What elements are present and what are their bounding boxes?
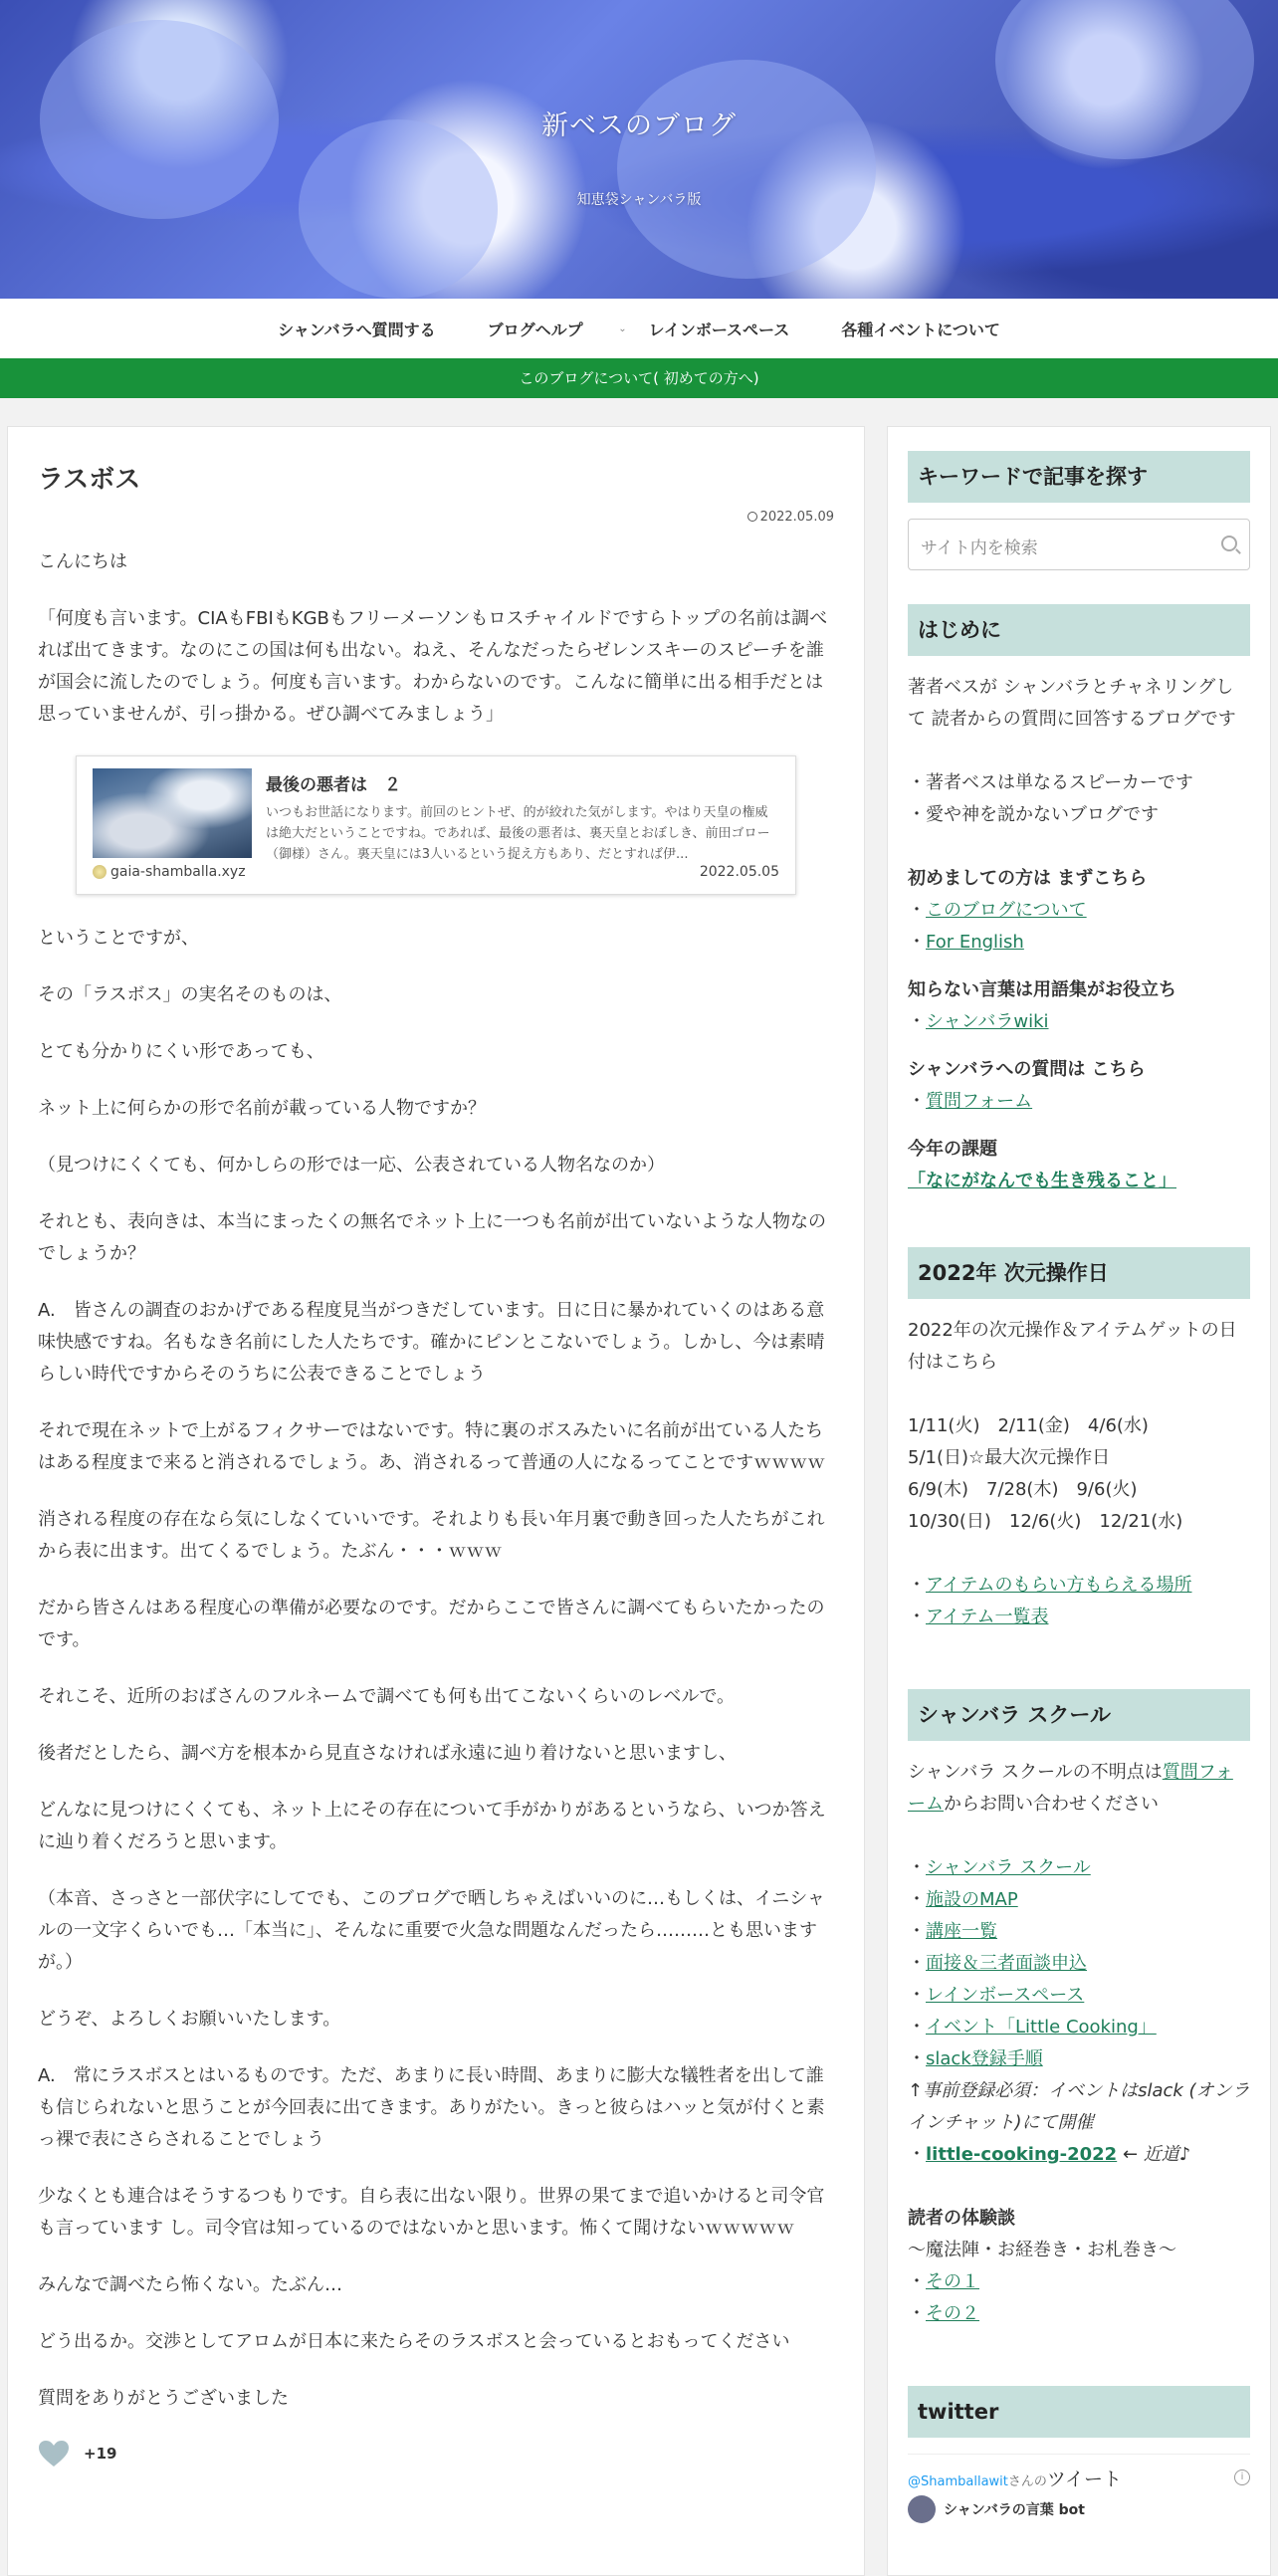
main-nav xyxy=(0,299,1278,358)
paragraph: （見つけにくくても、何かしらの形では一応、公表されている人物名なのか） xyxy=(38,1155,665,1176)
school-link[interactable]: 施設のMAP xyxy=(926,1889,1018,1910)
paragraph: どうぞ、よろしくお願いいたします。 xyxy=(38,2009,341,2030)
paragraph: それで現在ネットで上がるフィクサーではないです。特に裏のボスみたいに名前が出ている人たちはある程度まで来ると消されるでしょう。あ、消されるって普通の人になるってことですｗｗｗｗ xyxy=(38,1420,826,1473)
search-placeholder: サイト内を検索 xyxy=(921,538,1038,558)
header-banner xyxy=(0,0,1278,299)
article xyxy=(7,426,865,2576)
english-link[interactable]: For English xyxy=(926,932,1024,953)
school-link[interactable]: レインボースペース xyxy=(926,1985,1085,2006)
like-area xyxy=(38,2440,834,2468)
widget-heading-twitter: twitter xyxy=(908,2386,1250,2438)
school-link-row: ・slack登録手順 xyxy=(908,2048,1043,2069)
experience-text: 〜魔法陣・お経巻き・お札巻き〜 xyxy=(908,2240,1176,2260)
flower-decoration xyxy=(299,119,498,299)
card-site xyxy=(93,864,246,880)
paragraph: だから皆さんはある程度心の準備が必要なのです。だからここで皆さんに調べてもらいたかったのです。 xyxy=(38,1598,825,1650)
intro-bullet: ・愛や神を説かないブログです xyxy=(908,804,1159,825)
school-extra-after: ← 近道♪ xyxy=(1122,2144,1191,2165)
paragraph: ということですが、 xyxy=(38,928,199,949)
theme-link[interactable]: 「なにがなんでも生き残ること」 xyxy=(908,1171,1176,1191)
paragraph: A. 皆さんの調査のおかげである程度見当がつきだしています。日に日に暴かれていくのはある意味快感ですね。名もなき名前にした人たちです。確かにピンとこないでしょう。しかし、今は素晴らしい時代ですからそのうちに公表できることでしょう xyxy=(38,1300,825,1385)
twitter-title: ツイート xyxy=(1046,2468,1122,2490)
school-link[interactable]: 面接＆三者面談申込 xyxy=(926,1953,1087,1974)
school-question-link[interactable]: 質問フォーム xyxy=(908,1762,1233,1815)
twitter-embed xyxy=(908,2454,1250,2524)
school-link[interactable]: slack登録手順 xyxy=(926,2048,1043,2069)
flower-decoration xyxy=(617,60,876,279)
nav-item-label: レインボースペース xyxy=(648,320,790,339)
experience-link-2[interactable]: その２ xyxy=(926,2303,979,2324)
card-date: 2022.05.05 xyxy=(699,864,779,880)
nav-item-ask-shambala[interactable] xyxy=(252,318,462,340)
site-subtitle: 知恵袋シャンバラ版 xyxy=(576,192,702,208)
article-body xyxy=(38,923,834,2415)
paragraph: 質問をありがとうございました xyxy=(38,2388,289,2409)
intro-bullet: ・著者ベスは単なるスピーカーです xyxy=(908,772,1193,793)
dimension-text: 2022年の次元操作＆アイテムゲットの日付はこちら xyxy=(908,1320,1237,1373)
card-title: 最後の悪者は ２ xyxy=(266,775,401,795)
item-howto-link[interactable]: アイテムのもらい方もらえる場所 xyxy=(926,1575,1192,1596)
school-link[interactable]: イベント「Little Cooking」 xyxy=(926,2017,1157,2038)
school-link-row: ・レインボースペース xyxy=(908,1985,1085,2006)
experience-link-row: ・その２ xyxy=(908,2303,979,2324)
school-text-a: シャンバラ スクールの不明点は xyxy=(908,1762,1163,1783)
widget-heading-dimension: 2022年 次元操作日 xyxy=(908,1247,1250,1299)
post-title: ラスボス xyxy=(38,465,141,495)
paragraph: 後者だとしたら、調べ方を根本から見直さなければ永遠に辿り着けないと思いますし、 xyxy=(38,1743,737,1764)
glossary-heading: 知らない言葉は用語集がお役立ち xyxy=(908,979,1176,1000)
card-thumbnail xyxy=(93,768,252,858)
paragraph: 「何度も言います。CIAもFBIもKGBもフリーメーソンもロスチャイルドですらトップの名前は調べれば出てきます。なのにこの国は何も出ない。ねえ、そんなだったらゼレンスキーのスピーチを誰が国会に流したのでしょう。何度も言います。わからないのです。こんなに簡単に出る相手だとは思っていませんが、引っ掛かる。ぜひ調べてみましょう」 xyxy=(38,608,828,725)
dimension-link-row: ・アイテム一覧表 xyxy=(908,1607,1049,1627)
chevron-down-icon: ⌄ xyxy=(618,322,627,334)
nav-item-rainbow-space[interactable] xyxy=(623,318,816,340)
school-link[interactable]: 講座一覧 xyxy=(926,1921,997,1942)
little-cooking-link[interactable]: little-cooking-2022 xyxy=(926,2144,1118,2165)
dimension-date: 1/11(火) 2/11(金) 4/6(水) xyxy=(908,1415,1149,1436)
like-count: +19 xyxy=(84,2445,117,2463)
experience-link-row: ・その１ xyxy=(908,2271,979,2292)
paragraph: （本音、さっさと一部伏字にしてでも、このブログで晒しちゃえばいいのに…もしくは、イニシャルの一文字くらいでも…「本当に」、そんなに重要で火急な問題なんだったら………とも思いますが。） xyxy=(38,1888,825,1973)
twitter-header xyxy=(908,2461,1250,2494)
clock-icon xyxy=(747,512,757,522)
search-icon[interactable] xyxy=(1221,536,1237,551)
search-input[interactable] xyxy=(908,519,1250,570)
school-link-row: ・シャンバラ スクール xyxy=(908,1857,1091,1878)
nav-item-blog-help[interactable] xyxy=(462,318,627,340)
paragraph: A. 常にラスボスとはいるものです。ただ、あまりに長い時間、あまりに膨大な犠牲者を出して誰も信じられないと思うことが今回表に出てきます。ありがたい。きっと彼らはハッと気が付くと素っ裸で表にさらされることでしょう xyxy=(38,2065,825,2150)
paragraph: その「ラスボス」の実名そのものは、 xyxy=(38,984,342,1005)
about-blog-link[interactable]: このブログについて xyxy=(926,900,1087,921)
blog-card[interactable] xyxy=(76,755,796,895)
card-description: いつもお世話になります。前回のヒントぜ、的が絞れた気がします。やはり天皇の権威は絶大だということですね。であれば、最後の悪者は、裏天皇とおぼしき、前田ゴロー（御様）さん。裏天皇には3人いるという捉え方もあり、だとすれば伊... xyxy=(266,805,770,862)
item-list-link[interactable]: アイテム一覧表 xyxy=(926,1607,1049,1627)
dimension-date: 10/30(日) 12/6(火) 12/21(水) xyxy=(908,1511,1183,1532)
card-site-name: gaia-shamballa.xyz xyxy=(110,864,246,880)
twitter-handle[interactable]: @Shamballawit xyxy=(908,2473,1008,2489)
paragraph: それこそ、近所のおばさんのフルネームで調べても何も出てこないくらいのレベルで。 xyxy=(38,1686,736,1707)
paragraph: どんなに見つけにくくても、ネット上にその存在について手がかりがあるというなら、いつか答えに辿り着くだろうと思います。 xyxy=(38,1800,826,1852)
heart-icon[interactable] xyxy=(38,2440,70,2468)
first-heading: 初めましての方は まずこちら xyxy=(908,868,1148,889)
paragraph: とても分かりにくい形であっても、 xyxy=(38,1041,324,1062)
glossary-link-row: ・シャンバラwiki xyxy=(908,1011,1049,1032)
question-heading: シャンバラへの質問は こちら xyxy=(908,1059,1146,1080)
dimension-date: 5/1(日)☆最大次元操作日 xyxy=(908,1447,1111,1468)
nav-item-label: ブログヘルプ xyxy=(487,320,583,339)
dimension-date: 6/9(木) 7/28(木) 9/6(火) xyxy=(908,1479,1138,1500)
experience-heading: 読者の体験談 xyxy=(908,2208,1015,2229)
notice-bar[interactable]: このブログについて( 初めての方へ) xyxy=(0,358,1278,398)
first-link-row: ・このブログについて xyxy=(908,900,1087,921)
school-extra-row: ・little-cooking-2022 ← 近道♪ xyxy=(908,2144,1191,2165)
widget-heading-school: シャンバラ スクール xyxy=(908,1689,1250,1741)
school-link[interactable]: シャンバラ スクール xyxy=(926,1857,1091,1878)
intro-text: 著者ベスが シャンバラとチャネリングして 読者からの質問に回答するブログです xyxy=(908,677,1236,730)
paragraph: こんにちは xyxy=(38,551,127,572)
theme-heading: 今年の課題 xyxy=(908,1139,997,1160)
favicon-icon xyxy=(93,865,106,879)
widget-heading-search: キーワードで記事を探す xyxy=(908,451,1250,503)
nav-item-label: 各種イベントについて xyxy=(841,320,1000,339)
avatar xyxy=(908,2495,936,2523)
wiki-link[interactable]: シャンバラwiki xyxy=(926,1011,1049,1032)
post-date xyxy=(38,510,834,525)
widget-heading-intro: はじめに xyxy=(908,604,1250,656)
site-title[interactable]: 新ベスのブログ xyxy=(541,110,737,141)
twitter-handle-suffix: さんの xyxy=(1007,2473,1047,2489)
theme-link-row xyxy=(908,1166,1250,1197)
experience-link-1[interactable]: その１ xyxy=(926,2271,979,2292)
first-link-row: ・For English xyxy=(908,932,1024,953)
paragraph: 少なくとも連合はそうするつもりです。自ら表に出ない限り。世界の果てまで追いかけると司令官も言っています し。司令官は知っているのではないかと思います。怖くて聞けないｗｗｗｗｗ xyxy=(38,2186,825,2239)
post-date-text: 2022.05.09 xyxy=(759,510,834,525)
school-note: ↑事前登録必須：イベントはslack (オンラインチャット)にて開催 xyxy=(908,2080,1250,2133)
paragraph: 消される程度の存在なら気にしなくていいです。それよりも長い年月裏で動き回った人たちがこれから表に出ます。出てくるでしょう。たぶん・・・ｗｗｗ xyxy=(38,1509,825,1562)
paragraph: ネット上に何らかの形で名前が載っている人物ですか？ xyxy=(38,1098,486,1119)
paragraph: みんなで調べたら怖くない。たぶん… xyxy=(38,2274,342,2295)
tweet-user[interactable] xyxy=(908,2494,1250,2524)
nav-item-events[interactable] xyxy=(815,318,1026,340)
school-text xyxy=(908,1757,1250,1821)
info-icon[interactable]: i xyxy=(1234,2469,1250,2485)
paragraph: どう出るか。交渉としてアロムが日本に来たらそのラスボスと会っているとおもってください xyxy=(38,2331,790,2352)
paragraph: それとも、表向きは、本当にまったくの無名でネット上に一つも名前が出ていないような人物なのでしょうか？ xyxy=(38,1211,826,1264)
school-link-row: ・施設のMAP xyxy=(908,1889,1018,1910)
school-link-row: ・講座一覧 xyxy=(908,1921,997,1942)
dimension-link-row: ・アイテムのもらい方もらえる場所 xyxy=(908,1575,1192,1596)
school-links xyxy=(908,1852,1250,2075)
tweet-user-name: シャンバラの言葉 bot xyxy=(944,2502,1085,2518)
sidebar xyxy=(887,426,1271,2576)
question-form-link[interactable]: 質問フォーム xyxy=(926,1091,1033,1112)
question-link-row: ・質問フォーム xyxy=(908,1091,1033,1112)
nav-item-label: シャンバラへ質問する xyxy=(278,320,436,339)
school-text-b: からお問い合わせください xyxy=(944,1794,1159,1815)
school-link-row: ・イベント「Little Cooking」 xyxy=(908,2017,1157,2038)
school-link-row: ・面接＆三者面談申込 xyxy=(908,1953,1087,1974)
